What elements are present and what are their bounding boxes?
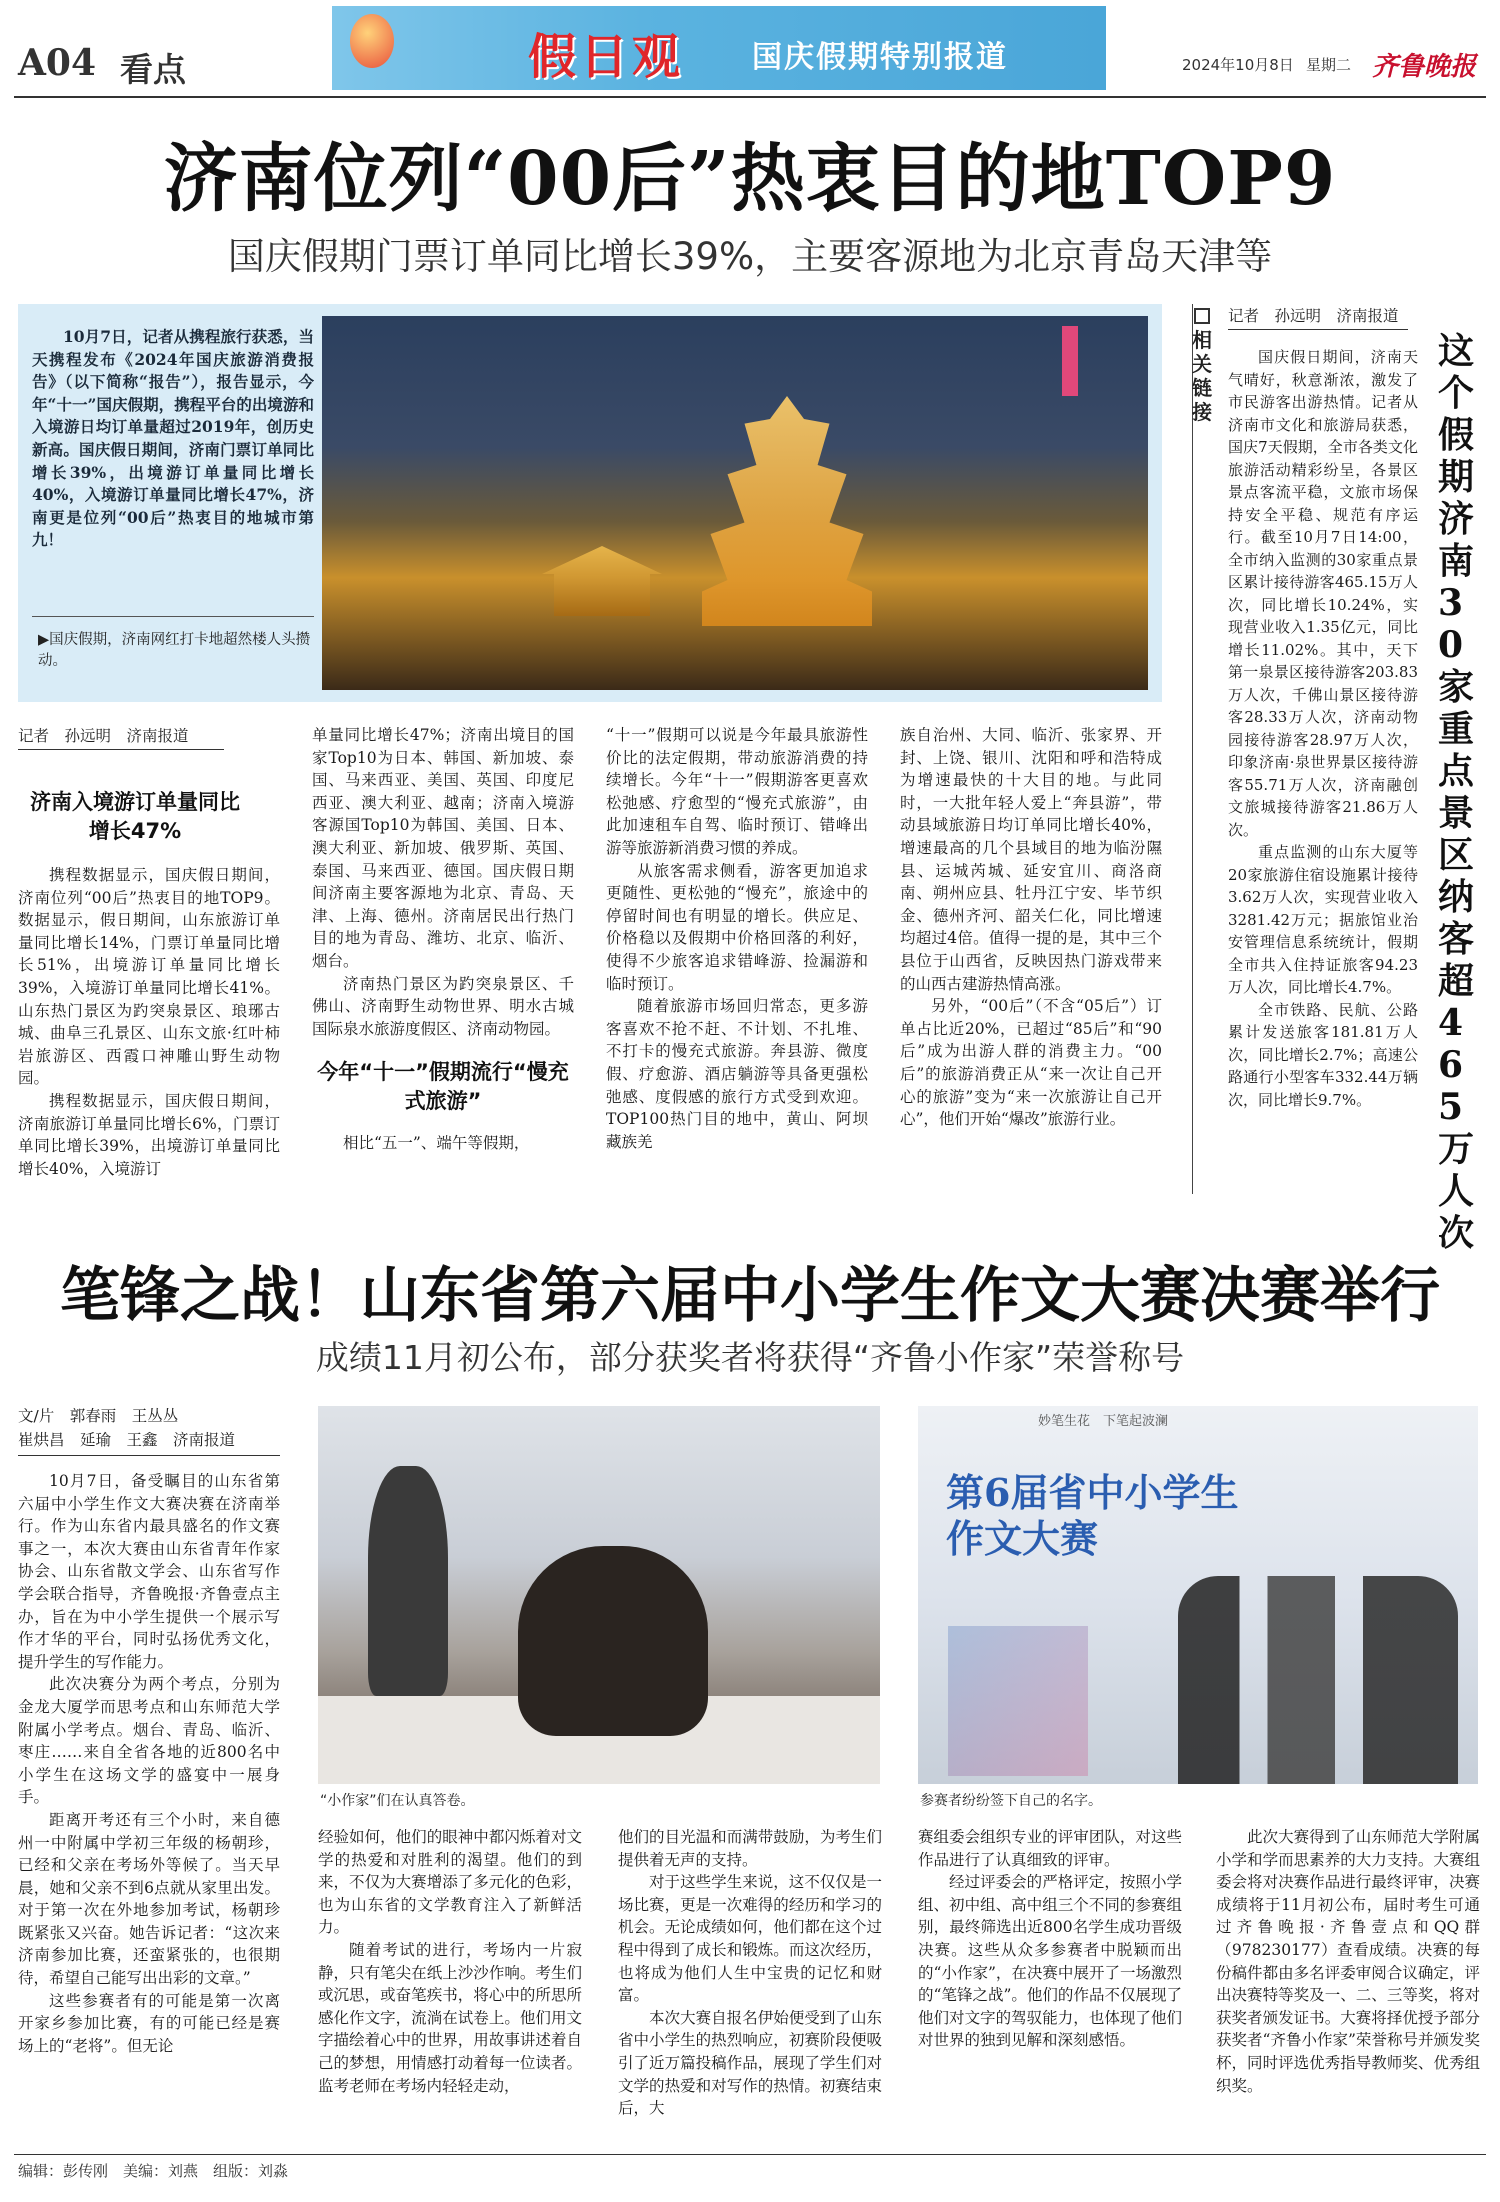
article1-col3: [606, 724, 868, 1153]
paragraph: 单量同比增长47%；济南出境目的国家Top10为日本、韩国、新加坡、泰国、马来西亚、美国、英国、印度尼西亚、澳大利亚、越南；济南入境游客源国Top10为韩国、美国、日本、澳大利亚、新加坡、俄罗斯、英国、泰国、马来西亚、德国。国庆假日期间济南主要客源地为北京、青岛、天津、上海、德州。济南居民出行热门目的地为青岛、潍坊、北京、临沂、烟台。: [312, 726, 574, 970]
header-rule: [14, 96, 1486, 98]
article1-col1: [18, 864, 280, 1180]
paragraph: 本次大赛自报名伊始便受到了山东省中小学生的热烈响应，初赛阶段便吸引了近万篇投稿作品，展现了学生们对文学的热爱和对写作的热情。初赛结束后，大: [618, 2008, 882, 2118]
signing-wall-photo: [918, 1406, 1478, 1784]
balloon-icon: [350, 14, 394, 68]
paragraph: 相比“五一”、端午等假期，: [343, 1134, 530, 1153]
article2-col1: [18, 1470, 280, 2057]
lead-divider: [32, 616, 314, 617]
tv-tower-shape: [1062, 326, 1078, 396]
sidebar-headline: 这个假期济南30家重点景区纳客超465万人次: [1438, 330, 1475, 1254]
sidebar-divider: [1192, 304, 1193, 1194]
paragraph: 随着旅游市场回归常态，更多游客喜欢不抢不赶、不计划、不扎堆、不打卡的慢充式旅游。奔县游、微度假、疗愈游、酒店躺游等具备更强松弛感、度假感的旅行方式受到欢迎。TOP100热门目的地中，黄山、阿坝藏族羌: [606, 997, 868, 1151]
article1-lead: 10月7日，记者从携程旅行获悉，当天携程发布《2024年国庆旅游消费报告》（以下简称“报告”），报告显示，今年“十一”国庆假期，携程平台的出境游和入境游日均订单量超过2019年，创历史新高。国庆假日期间，济南门票订单同比增长39%，出境游订单量同比增长40%，入境游订单量同比增长47%，济南更是位列“00后”热衷目的地城市第九！: [32, 327, 314, 550]
article2-subtitle: 成绩11月初公布，部分获奖者将获得“齐鲁小作家”荣誉称号: [315, 1338, 1185, 1377]
photo1-caption: ▶国庆假期，济南网红打卡地超然楼人头攒动。: [38, 632, 311, 669]
article1-subhead-2: 今年“十一”假期流行“慢充式旅游”: [317, 1060, 569, 1114]
paragraph: 随着考试的进行，考场内一片寂静，只有笔尖在纸上沙沙作响。考生们或沉思，或奋笔疾书，将心中的所思所感化作文字，流淌在试卷上。他们用文字描绘着心中的世界，用故事讲述着自己的梦想，用情感打动着每一位读者。监考老师在考场内轻轻走动，: [318, 1940, 582, 2095]
student-shape: [518, 1546, 708, 1736]
sidebar-byline: 记者 孙远明 济南报道: [1228, 304, 1408, 330]
pavilion-shape: [542, 546, 662, 616]
lead-box: [18, 304, 1162, 702]
photo3-caption: 参赛者纷纷签下自己的名字。: [920, 1793, 1102, 1809]
section-name: 看点: [120, 50, 186, 89]
header-banner: [332, 6, 1106, 90]
paragraph: 携程数据显示，国庆假日期间，济南位列“00后”热衷目的地TOP9。数据显示，假日期间，山东旅游订单量同比增长14%，门票订单量同比增长51%，出境游订单量同比增长39%，入境游订单量同比增长41%。山东热门景区为趵突泉景区、琅琊古城、曲阜三孔景区、山东文旅·红叶柿岩旅游区、西霞口神雕山野生动物园。: [18, 866, 280, 1088]
paragraph: 全市铁路、民航、公路累计发送旅客181.81万人次，同比增长2.7%；高速公路通行小型客车332.44万辆次，同比增长9.7%。: [1228, 1000, 1418, 1109]
article1-headline: 济南位列“00后”热衷目的地TOP9: [163, 136, 1337, 222]
paragraph: 他们的目光温和而满带鼓励，为考生们提供着无声的支持。: [618, 1828, 882, 1869]
exam-room-photo: [318, 1406, 880, 1784]
issue-weekday: 星期二: [1306, 56, 1352, 74]
byline-line-2: 崔烘昌 延瑜 王鑫 济南报道: [18, 1431, 236, 1449]
banner-subtitle: 国庆假期特别报道: [752, 40, 1008, 75]
article2-col4: [918, 1826, 1182, 2052]
paragraph: 对于这些学生来说，这不仅仅是一场比赛，更是一次难得的经历和学习的机会。无论成绩如何，他们都在这个过程中得到了成长和锻炼。而这次经历，也将成为他们人生中宝贵的记忆和财富。: [618, 1873, 882, 2005]
related-link-tag: 相关链接: [1192, 328, 1212, 424]
article1-subhead-1: 济南入境游订单量同比增长47%: [30, 790, 240, 843]
paragraph: 族自治州、大同、临沂、张家界、开封、上饶、银川、沈阳和呼和浩特成为增速最快的十大目的地。与此同时，一大批年轻人爱上“奔县游”，带动县域旅游日均订单同比增长40%，增速最高的几个县域目的地为临汾隰县、运城芮城、延安宜川、商洛商南、朔州应县、牡丹江宁安、毕节织金、德州齐河、韶关仁化，同比增速均超过4倍。值得一提的是，其中三个县位于山西省，反映因热门游戏带来的山西古建游热情高涨。: [900, 726, 1162, 993]
footer-credits: 编辑：彭传刚 美编：刘燕 组版：刘淼: [18, 2162, 289, 2180]
page-number: A04: [18, 42, 97, 84]
paragraph: 携程数据显示，国庆假日期间，济南旅游订单量同比增长6%，门票订单同比增长39%，出境游订单量同比增长40%，入境游订: [18, 1091, 280, 1178]
paragraph: 国庆假日期间，济南天气晴好，秋意渐浓，激发了市民游客出游热情。记者从济南市文化和旅游局获悉，国庆7天假期，全市各类文化旅游活动精彩纷呈，各景区景点客流平稳，文旅市场保持安全平稳、规范有序运行。截至10月7日14:00，全市纳入监测的30家重点景区累计接待游客465.15万人次，同比增长10.24%，实现营业收入1.35亿元，同比增长11.02%。其中，天下第一泉景区接待游客203.83万人次，千佛山景区接待游客28.33万人次，济南动物园接待游客28.97万人次，印象济南·泉世界景区接待游客55.71万人次，济南融创文旅城接待游客21.86万人次。: [1228, 348, 1418, 839]
paragraph: 经验如何，他们的眼神中都闪烁着对文学的热爱和对胜利的渴望。他们的到来，不仅为大赛增添了多元化的色彩，也为山东省的文学教育注入了新鲜活力。: [318, 1828, 582, 1937]
article1-col4: [900, 724, 1162, 1131]
photo2-caption: “小作家”们在认真答卷。: [320, 1793, 475, 1809]
article2-byline: [18, 1404, 280, 1456]
article1-subtitle: 国庆假期门票订单同比增长39%，主要客源地为北京青岛天津等: [227, 235, 1273, 278]
byline-line-1: 文/片 郭春雨 王丛丛: [18, 1407, 179, 1425]
poster-title: 第6届省中小学生作文大赛: [946, 1470, 1239, 1561]
poster-accent: [948, 1626, 1088, 1776]
paragraph: “十一”假期可以说是今年最具旅游性价比的法定假期，带动旅游消费的持续增长。今年“十一”假期游客更喜欢松弛感、疗愈型的“慢充式旅游”，由此加速租车自驾、临时预订、错峰出游等旅游新消费习惯的养成。: [606, 726, 868, 857]
article1-byline: 记者 孙远明 济南报道: [18, 724, 224, 750]
article1-col2: [312, 724, 574, 1155]
article2-headline: 笔锋之战！山东省第六届中小学生作文大赛决赛举行: [60, 1261, 1440, 1331]
issue-date: 2024年10月8日: [1182, 56, 1294, 74]
article2-col5: [1216, 1826, 1480, 2097]
paragraph: 10月7日，备受瞩目的山东省第六届中小学生作文大赛决赛在济南举行。作为山东省内最具盛名的作文赛事之一，本次大赛由山东省青年作家协会、山东省散文学会、山东省写作学会联合指导，齐鲁晚报·齐鲁壹点主办，旨在为中小学生提供一个展示写作才华的平台，同时弘扬优秀文化，提升学生的写作能力。: [18, 1472, 280, 1671]
related-link-icon: [1194, 308, 1210, 324]
paragraph: 从旅客需求侧看，游客更加追求更随性、更松弛的“慢充”，旅途中的停留时间也有明显的增长。供应足、价格稳以及假期中价格回落的利好，使得不少旅客追求错峰游、捡漏游和临时预订。: [606, 861, 868, 993]
pagoda-shape: [702, 396, 872, 626]
paragraph: 另外，“00后”（不含“05后”）订单占比近20%，已超过“85后”和“90后”成为出游人群的消费主力。“00后”的旅游消费正从“来一次让自己开心的旅游”变为“来一次旅游让自己开心”，他们开始“爆改”旅游行业。: [900, 997, 1162, 1129]
sidebar-body: [1228, 346, 1418, 1111]
banner-title: 假日观: [528, 29, 685, 85]
paragraph: 此次大赛得到了山东师范大学附属小学和学而思素养的大力支持。大赛组委会将对决赛作品进行最终评审，决赛成绩将于11月初公布，届时考生可通过齐鲁晚报·齐鲁壹点和QQ群（978230177）查看成绩。决赛的每份稿件都由多名评委审阅合议确定，评出决赛特等奖及一、二、三等奖，将对获奖者颁发证书。大赛将择优授予部分获奖者“齐鲁小作家”荣誉称号并颁发奖杯，同时评选优秀指导教师奖、优秀组织奖。: [1216, 1828, 1480, 2095]
paragraph: 重点监测的山东大厦等20家旅游住宿设施累计接待3.62万人次，实现营业收入3281.42万元；据旅馆业治安管理信息系统统计，假期全市共入住持证旅客94.23万人次，同比增长4.7%。: [1228, 843, 1418, 996]
kids-shape: [1178, 1576, 1458, 1784]
article2-col3: [618, 1826, 882, 2120]
jinan-chaoranlou-photo: [322, 316, 1148, 690]
paragraph: 济南热门景区为趵突泉景区、千佛山、济南野生动物世界、明水古城国际泉水旅游度假区、济南动物园。: [312, 974, 574, 1038]
paragraph: 距离开考还有三个小时，来自德州一中附属中学初三年级的杨朝珍，已经和父亲在考场外等候了。当天早晨，她和父亲不到6点就从家里出发。对于第一次在外地参加考试，杨朝珍既紧张又兴奋。她告诉记者：“这次来济南参加比赛，还蛮紧张的，也很期待，希望自己能写出出彩的文章。”: [18, 1810, 280, 1988]
article2-col2: [318, 1826, 582, 2097]
paragraph: 赛组委会组织专业的评审团队，对这些作品进行了认真细致的评审。: [918, 1828, 1182, 1869]
paragraph: 此次决赛分为两个考点，分别为金龙大厦学而思考点和山东师范大学附属小学考点。烟台、青岛、临沂、枣庄……来自全省各地的近800名中小学生在这场文学的盛宴中一展身手。: [18, 1675, 280, 1807]
paragraph: 经过评委会的严格评定，按照小学组、初中组、高中组三个不同的参赛组别，最终筛选出近800名学生成功晋级决赛。这些从众多参赛者中脱颖而出的“小作家”，在决赛中展开了一场激烈的“笔锋之战”。他们的作品不仅展现了他们对文字的驾驭能力，也体现了他们对世界的独到见解和深刻感悟。: [918, 1873, 1182, 2050]
poster-top-text: 妙笔生花 下笔起波澜: [1038, 1414, 1169, 1429]
newspaper-logo: 齐鲁晚报: [1372, 52, 1477, 82]
footer-rule: [14, 2154, 1486, 2155]
paragraph: 这些参赛者有的可能是第一次离开家乡参加比赛，有的可能已经是赛场上的“老将”。但无论: [18, 1991, 280, 2055]
teacher-shape: [368, 1466, 448, 1696]
